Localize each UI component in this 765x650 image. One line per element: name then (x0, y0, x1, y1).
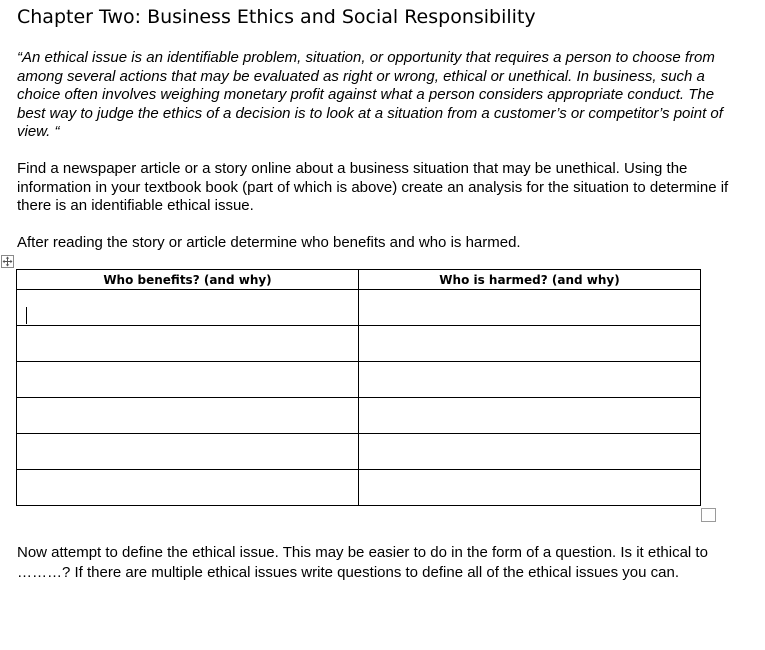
benefits-cell[interactable] (17, 290, 359, 326)
benefits-cell[interactable] (17, 470, 359, 506)
table-row (17, 290, 701, 326)
header-who-benefits[interactable]: Who benefits? (and why) (17, 270, 359, 290)
harmed-cell[interactable] (359, 290, 701, 326)
table-row (17, 434, 701, 470)
table-row (17, 470, 701, 506)
table-row (17, 362, 701, 398)
table-resize-handle-icon[interactable] (701, 508, 716, 522)
harmed-cell[interactable] (359, 434, 701, 470)
textbook-quote[interactable]: “An ethical issue is an identifiable problem, situation, or opportunity that requires a person to choose from among several actions that may be evaluated as right or wrong, ethical or unethical. In business, such a choice often involves weighing monetary profit against what a person considers appropriate conduct. The best way to judge the ethics of a decision is to look at a situation from a customer’s or competitor’s point of view. “ (17, 49, 723, 141)
page-title: Chapter Two: Business Ethics and Social Responsibility (17, 6, 536, 28)
benefits-cell[interactable] (17, 434, 359, 470)
table-row (17, 398, 701, 434)
benefits-cell[interactable] (17, 398, 359, 434)
table-header-row (17, 270, 701, 290)
harmed-cell[interactable] (359, 326, 701, 362)
harmed-cell[interactable] (359, 362, 701, 398)
instructions-paragraph[interactable]: Find a newspaper article or a story online about a business situation that may be unethical. Using the information in your textbook book (part of which is above) create an analysis for the situation to determine if there is an identifiable ethical issue. (17, 160, 729, 215)
closing-paragraph[interactable]: Now attempt to define the ethical issue. This may be easier to do in the form of a question. Is it ethical to ………? If there are multiple ethical issues write questions to define all of the ethical issues you can. (17, 544, 708, 581)
harmed-cell[interactable] (359, 470, 701, 506)
header-who-is-harmed[interactable]: Who is harmed? (and why) (359, 270, 701, 290)
harmed-cell[interactable] (359, 398, 701, 434)
benefits-cell[interactable] (17, 362, 359, 398)
text-cursor (26, 307, 27, 324)
table-row (17, 326, 701, 362)
table-move-handle-icon[interactable] (1, 255, 14, 268)
benefit-harm-table (16, 269, 701, 506)
benefits-cell[interactable] (17, 326, 359, 362)
table-prompt-paragraph[interactable]: After reading the story or article determine who benefits and who is harmed. (17, 234, 521, 251)
